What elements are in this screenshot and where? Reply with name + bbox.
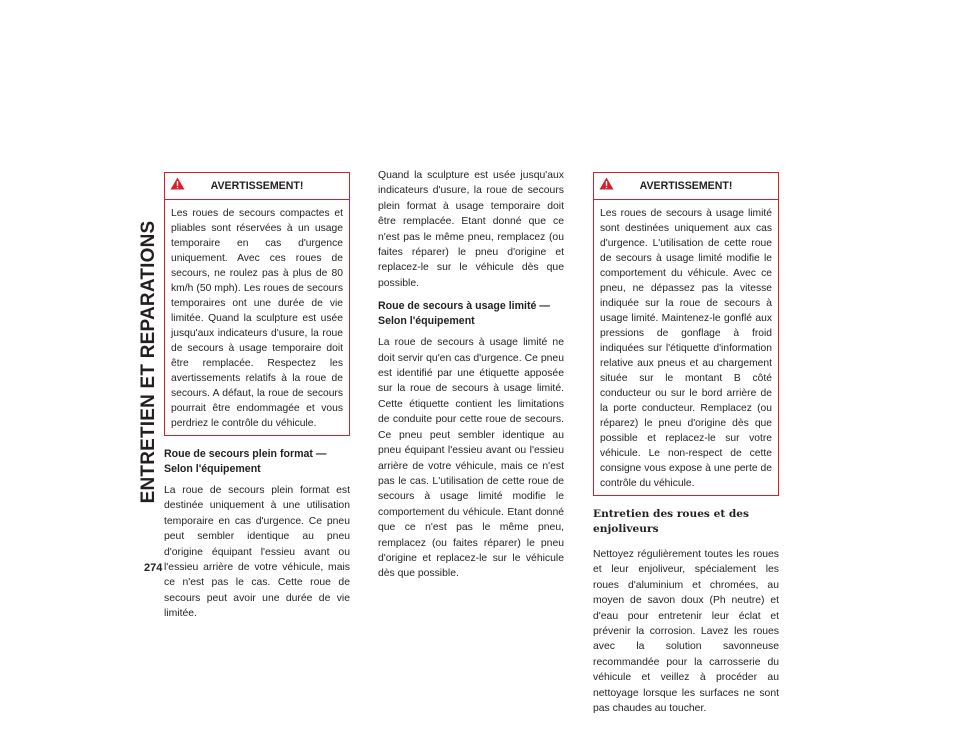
section-heading: Roue de secours plein format — Selon l'équipement (164, 448, 327, 475)
section-title-text: ENTRETIEN ET REPARATIONS (138, 220, 159, 504)
warning-box (164, 172, 350, 436)
body-paragraph: La roue de secours plein format est destinée uniquement à une utilisation temporaire en cas d'urgence. Ce pneu peut sembler identique au pneu d'origine équipant l'essieu avant ou l'essieu arrière de votre véhicule, mais ce n'est pas le cas. Cette roue de secours peut avoir une durée de vie limitée. (164, 485, 350, 620)
warning-title: AVERTISSEMENT! (210, 180, 304, 192)
warning-text: Les roues de secours à usage limité sont destinées uniquement aux cas d'urgence. L'utilisation de cette roue de secours à usage limité modifie le comportement du véhicule. Avec ce pneu, ne dépassez pas la vitesse indiquée sur la roue de secours à usage limité. Maintenez-le gonflé aux pressions de gonflage à froid indiquées sur l'étiquette d'information relative aux pneus et au chargement située sur le montant B côté conducteur ou sur le bord arrière de la porte conducteur. Remplacez (ou réparez) le pneu d'origine dès que possible et replacez-le sur votre véhicule. Le non-respect de cette consigne vous expose à une perte de contrôle du véhicule. (600, 208, 772, 489)
body-paragraph: Nettoyez régulièrement toutes les roues et leur enjoliveur, spécialement les roues d'aluminium et chromées, au moyen de savon doux (Ph neutre) et d'eau pour entretenir leur éclat et prévenir la corrosion. Lavez les roues avec la solution savonneuse recommandée pour la carrosserie du véhicule et veillez à procéder au nettoyage lorsque les surfaces ne sont pas chaudes au toucher. (593, 549, 779, 715)
column-right (593, 172, 779, 724)
warning-header (594, 173, 778, 200)
body-paragraph: Quand la sculpture est usée jusqu'aux indicateurs d'usure, la roue de secours plein format à usage temporaire doit être remplacée. Etant donné que ce n'est pas le même pneu, remplacez (ou faites réparer) le pneu d'origine et replacez-le sur le véhicule dès que possible. (378, 170, 564, 289)
section-side-title (138, 166, 160, 558)
warning-triangle-icon (170, 177, 185, 190)
warning-text: Les roues de secours compactes et pliables sont réservées à un usage temporaire en cas d'urgence uniquement. Avec ces roues de secours, ne roulez pas à plus de 80 km/h (50 mph). Les roues de secours temporaires ont une durée de vie limitée. Quand la sculpture est usée jusqu'aux indicateurs d'usure, la roue de secours à usage temporaire doit être remplacée. Respectez les avertissements relatifs à la roue de secours. A défaut, la roue de secours pourrait être endommagée et vous perdriez le contrôle du véhicule. (171, 208, 343, 429)
column-left (164, 172, 350, 630)
section-heading: Entretien des roues et des enjoliveurs (593, 508, 750, 535)
warning-title: AVERTISSEMENT! (639, 180, 733, 192)
body-paragraph: La roue de secours à usage limité ne doit servir qu'en cas d'urgence. Ce pneu est identifié par une étiquette apposée sur la roue de secours à usage limité. Cette étiquette contient les limitations de conduite pour cette roue de secours. Ce pneu peut sembler identique au pneu équipant l'essieu avant ou l'essieu arrière de votre véhicule, mais ce n'est pas le cas. L'utilisation de cette roue de secours à usage limité modifie le comportement du véhicule. Etant donné que ce n'est pas le même pneu, remplacez (ou faites réparer) le pneu d'origine et replacez-le sur le véhicule dès que possible. (378, 337, 564, 580)
column-middle (378, 168, 564, 590)
warning-triangle-icon (599, 177, 614, 190)
warning-box (593, 172, 779, 496)
page-number: 274 (144, 562, 163, 574)
section-heading: Roue de secours à usage limité — Selon l'équipement (378, 300, 550, 328)
warning-header (165, 173, 349, 200)
